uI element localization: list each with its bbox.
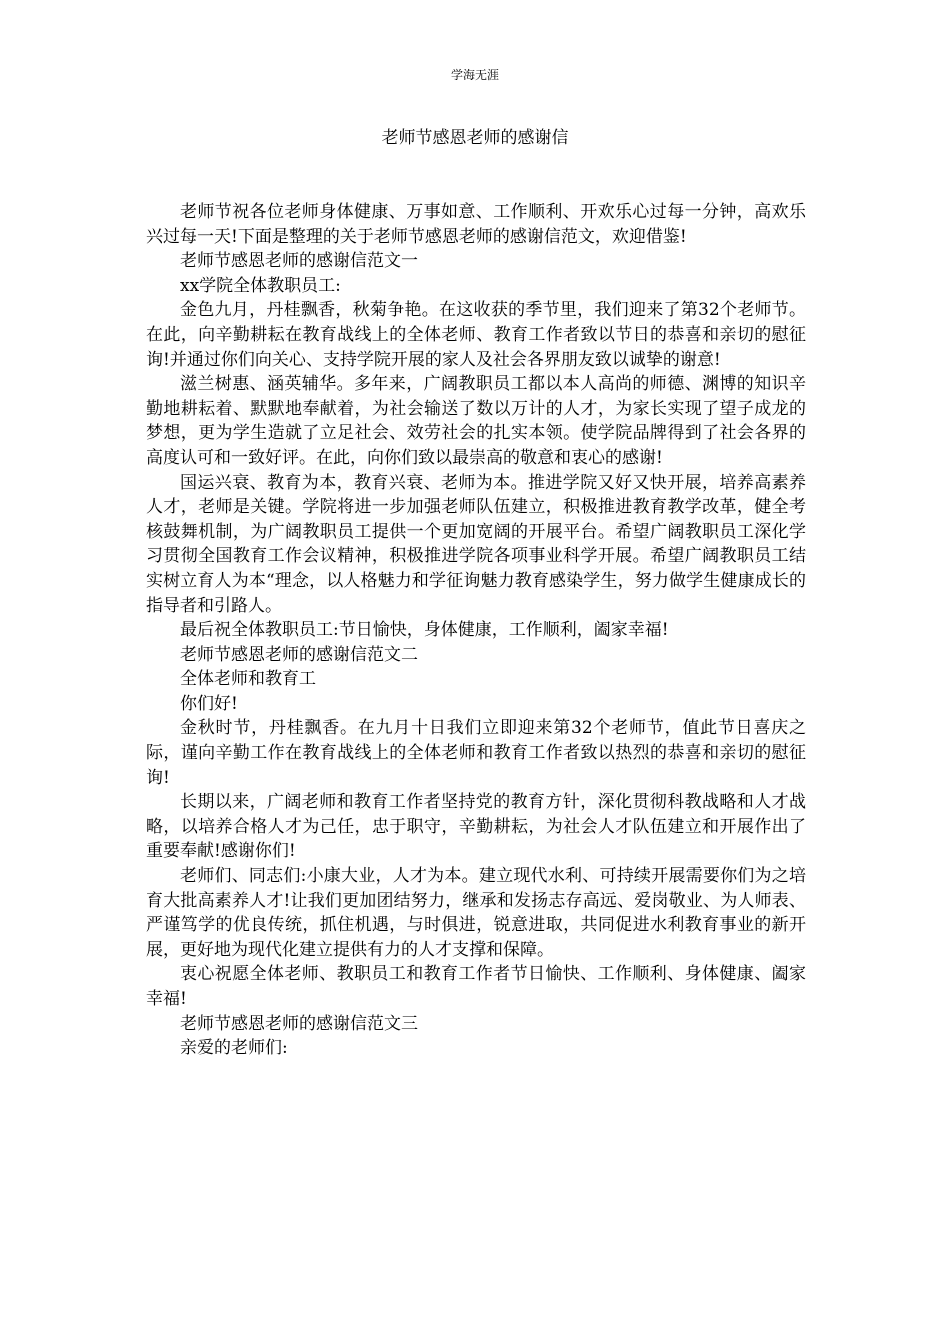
document-title: 老师节感恩老师的感谢信 bbox=[381, 128, 569, 148]
paragraph: 金色九月，丹桂飘香，秋菊争艳。在这收获的季节里，我们迎来了第32个老师节。在此，向辛勤耕耘在教育战线上的全体老师、教育工作者致以节日的恭喜和亲切的慰征询!并通过你们向关心、支持学院开展的家人及社会各界朋友致以诚挚的谢意! bbox=[146, 300, 806, 370]
paragraph: 金秋时节，丹桂飘香。在九月十日我们立即迎来第32个老师节，值此节日喜庆之际，谨向辛勤工作在教育战线上的全体老师和教育工作者致以热烈的恭喜和亲切的慰征询! bbox=[146, 718, 806, 788]
section-heading-2: 老师节感恩老师的感谢信范文二 bbox=[180, 644, 418, 665]
paragraph: 老师们、同志们:小康大业，人才为本。建立现代水利、可持续开展需要你们为之培育大批高素养人才!让我们更加团结努力，继承和发扬志存高远、爱岗敬业、为人师表、严谨笃学的优良传统，抓住机遇，与时俱进，锐意进取，共同促进水利教育事业的新开展，更好地为现代化建立提供有力的人才支撑和保障。 bbox=[146, 866, 806, 960]
salutation-3: 亲爱的老师们: bbox=[180, 1038, 288, 1059]
paragraph: 滋兰树惠、涵英辅华。多年来，广阔教职员工都以本人高尚的师德、渊博的知识辛勤地耕耘着、默默地奉献着，为社会输送了数以万计的人才，为家长实现了望子成龙的梦想，更为学生造就了立足社会、效劳社会的扎实本领。使学院品牌得到了社会各界的高度认可和一致好评。在此，向你们致以最崇高的敬意和衷心的感谢! bbox=[146, 374, 806, 468]
paragraph: 长期以来，广阔老师和教育工作者坚持党的教育方针，深化贯彻科教战略和人才战略，以培养合格人才为己任，忠于职守，辛勤耕耘，为社会人才队伍建立和开展作出了重要奉献!感谢你们! bbox=[146, 792, 806, 862]
page-header: 学海无涯 bbox=[450, 68, 499, 82]
paragraph-intro: 老师节祝各位老师身体健康、万事如意、工作顺利、开欢乐心过每一分钟，高欢乐兴过每一天!下面是整理的关于老师节感恩老师的感谢信范文，欢迎借鉴! bbox=[146, 202, 806, 247]
greeting-2: 你们好! bbox=[180, 693, 238, 714]
section-heading-3: 老师节感恩老师的感谢信范文三 bbox=[180, 1013, 418, 1034]
closing-2: 衷心祝愿全体老师、教职员工和教育工作者节日愉快、工作顺利、身体健康、阖家幸福! bbox=[146, 964, 806, 1009]
salutation-2: 全体老师和教育工 bbox=[180, 669, 316, 690]
closing-1: 最后祝全体教职员工:节日愉快，身体健康，工作顺利，阖家幸福! bbox=[180, 620, 669, 641]
paragraph: 国运兴衰、教育为本，教育兴衰、老师为本。推进学院又好又快开展，培养高素养人才，老师是关键。学院将进一步加强老师队伍建立，积极推进教育教学改革，健全考核鼓舞机制，为广阔教职员工提供一个更加宽阔的开展平台。希望广阔教职员工深化学习贯彻全国教育工作会议精神，积极推进学院各项事业科学开展。希望广阔教职员工结实树立育人为本“理念，以人格魅力和学征询魅力教育感染学生，努力做学生健康成长的指导者和引路人。 bbox=[146, 472, 806, 616]
salutation-1: xx学院全体教职员工: bbox=[180, 275, 341, 296]
section-heading-1: 老师节感恩老师的感谢信范文一 bbox=[180, 251, 418, 272]
document-body bbox=[146, 200, 806, 1061]
